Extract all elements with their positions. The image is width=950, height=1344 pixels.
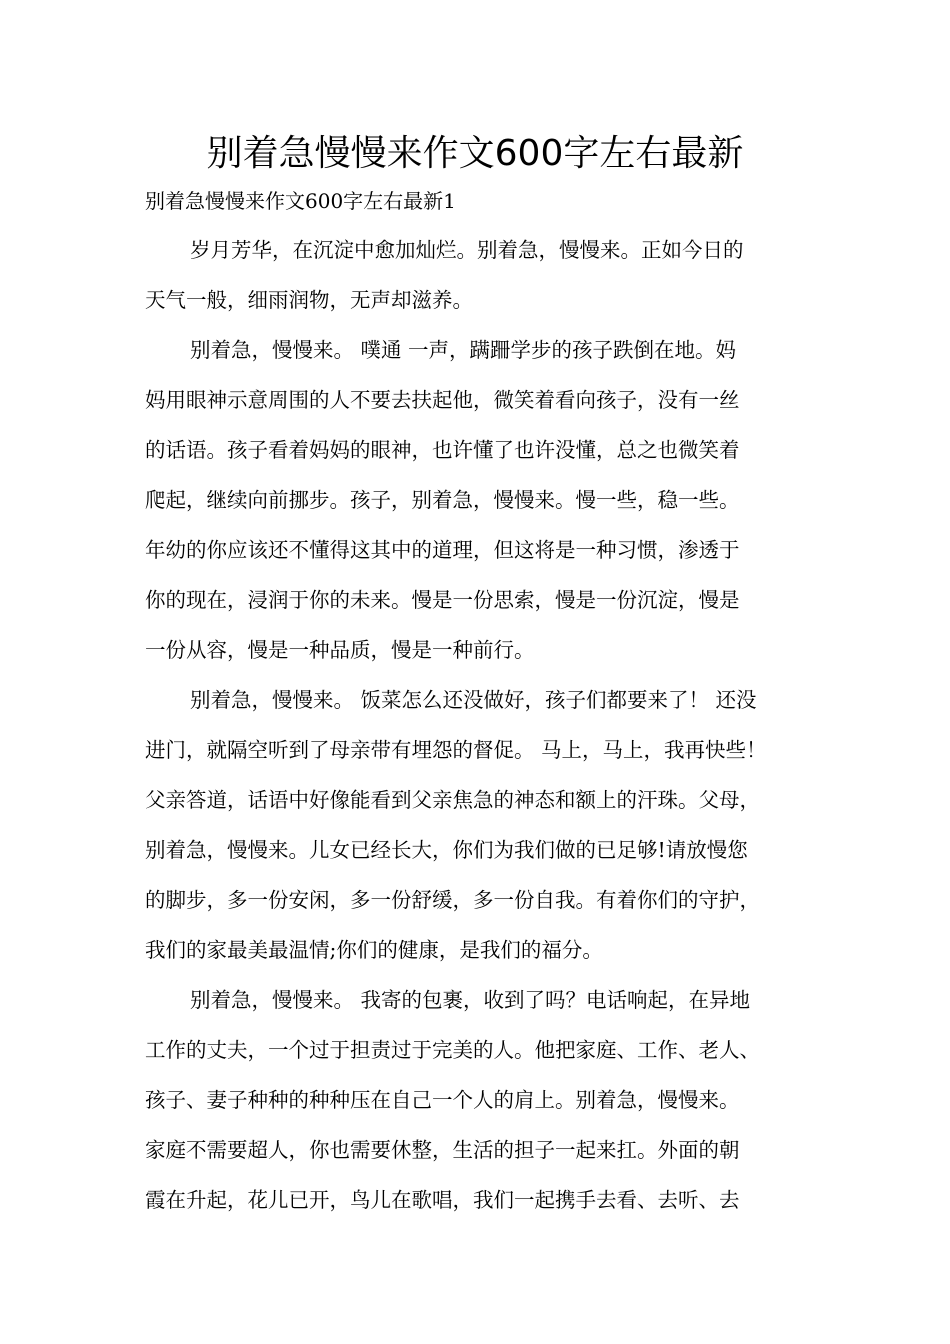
text-line: 天气一般，细雨润物，无声却滋养。 [145,288,473,312]
text-line: 一份从容，慢是一种品质，慢是一种前行。 [145,638,535,662]
text-line: 工作的丈夫，一个过于担责过于完美的人。他把家庭、工作、老人、 [145,1038,760,1062]
text-line: 我们的家最美最温情;你们的健康，是我们的福分。 [145,938,603,962]
text-line: 妈用眼神示意周围的人不要去扶起他，微笑着看向孩子，没有一丝 [145,388,740,412]
text-line: 别着急，慢慢来。 我寄的包裹，收到了吗？电话响起，在异地 [190,988,751,1012]
text-line: 别着急，慢慢来。 饭菜怎么还没做好，孩子们都要来了！ 还没 [190,688,757,712]
text-line: 的脚步，多一份安闲，多一份舒缓，多一份自我。有着你们的守护， [145,888,760,912]
text-line: 年幼的你应该还不懂得这其中的道理，但这将是一种习惯，渗透于 [145,538,740,562]
text-line: 别着急，慢慢来。儿女已经长大，你们为我们做的已足够!请放慢您 [145,838,748,862]
document-subtitle: 别着急慢慢来作文600字左右最新1 [145,189,456,213]
text-line: 家庭不需要超人，你也需要休整，生活的担子一起来扛。外面的朝 [145,1138,740,1162]
text-line: 别着急，慢慢来。 噗通 一声，蹒跚学步的孩子跌倒在地。妈 [190,338,737,362]
text-line: 孩子、妻子种种的种种压在自己一个人的肩上。别着急，慢慢来。 [145,1088,740,1112]
text-line: 的话语。孩子看着妈妈的眼神，也许懂了也许没懂，总之也微笑着 [145,438,740,462]
text-line: 你的现在，浸润于你的未来。慢是一份思索，慢是一份沉淀，慢是 [145,588,740,612]
text-line: 岁月芳华，在沉淀中愈加灿烂。别着急，慢慢来。正如今日的 [190,238,744,262]
text-line: 父亲答道，话语中好像能看到父亲焦急的神态和额上的汗珠。父母， [145,788,760,812]
document-title: 别着急慢慢来作文600字左右最新 [206,133,744,174]
document-body [145,225,810,1225]
text-line: 霞在升起，花儿已开，鸟儿在歌唱，我们一起携手去看、去听、去 [145,1188,740,1212]
text-line: 爬起，继续向前挪步。孩子，别着急，慢慢来。慢一些，稳一些。 [145,488,740,512]
text-line: 进门，就隔空听到了母亲带有埋怨的督促。 马上，马上，我再快些！ [145,738,767,762]
